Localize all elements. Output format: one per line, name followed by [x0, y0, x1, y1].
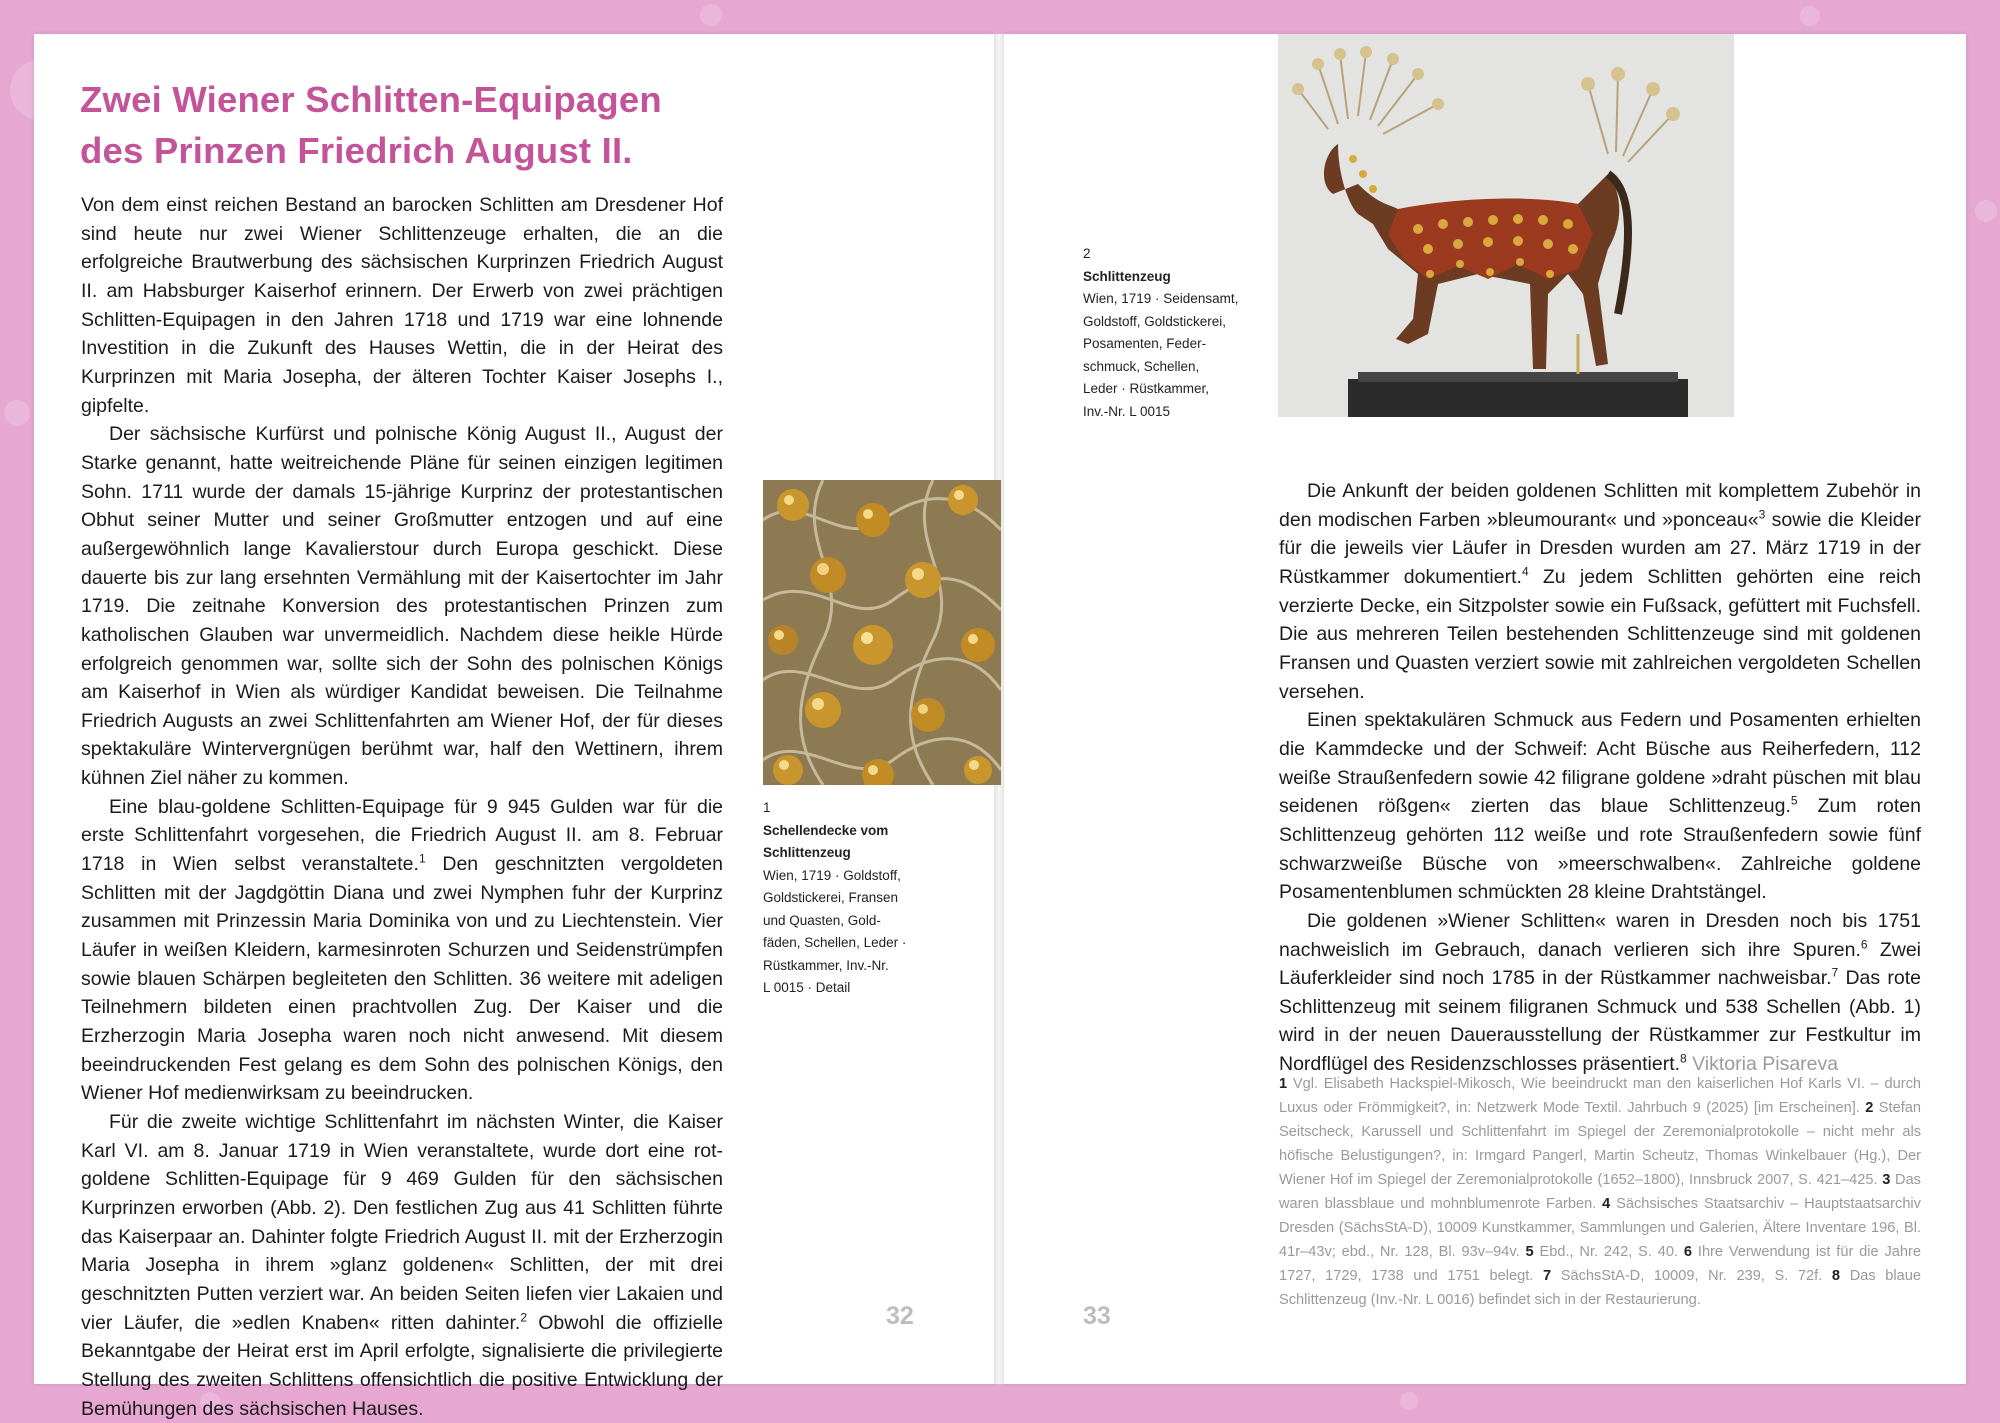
footnote-ref[interactable]: 3: [1758, 507, 1766, 522]
footnote-ref[interactable]: 2: [520, 1310, 528, 1325]
footnote-number: 1: [1279, 1076, 1288, 1092]
footnote-number: 4: [1602, 1196, 1611, 1212]
footnote-text: SächsStA-D, 10009, Nr. 239, S. 72f.: [1560, 1268, 1823, 1284]
footnote-text: Ihre Verwendung ist für die Jahre 1727, 1729, 1738 und 1751 belegt.: [1279, 1244, 1921, 1284]
footnote-number: 6: [1683, 1244, 1693, 1260]
caption-title: Schellendecke vom Schlittenzeug: [763, 822, 889, 860]
footnote-ref[interactable]: 7: [1831, 965, 1839, 980]
right-body-text: [1279, 477, 1921, 1079]
title-line-2: des Prinzen Friedrich August II.: [80, 130, 633, 171]
paragraph: Eine blau-goldene Schlitten-Equipage für 9 945 Gulden war für die erste Schlittenfahrt vorgesehen, die Friedrich August II. am 8. Februar 1718 in Wien selbst veranstaltete.$^1$ Den geschnitzten vergoldeten Schlitten mit der Jagdgöttin Diana und zwei Nymphen fuhr der Kurprinz zusammen mit Prinzessin Maria Dominika von und zu Liechtenstein. Vier Läufer in weißen Kleidern, karmesinroten Schurzen und Seidenstrümpfen sowie blauen Schärpen begleiteten den Schlitten. 36 weitere mit adeligen Teilnehmern bildeten einen prachtvollen Zug. Der Kaiser und die Erzherzogin Maria Josepha waren noch nicht anwesend. Mit diesem beeindruckenden Fest gelang es dem Sohn des polnischen Königs, den Wiener Hof medienwirksam zu beeindrucken.: [81, 795, 723, 1105]
footnote-text: Das waren blassblaue und mohnblumenrote Farben.: [1279, 1172, 1921, 1212]
footnote-text: Sächsisches Staatsarchiv – Hauptstaatsarchiv Dresden (SächsStA-D), 10009 Kunstkammer, Sammlungen und Galerien, Ältere Inventare 196, Bl. 41r–43v; ebd., Nr. 128, Bl. 93v–94v.: [1279, 1196, 1921, 1260]
figure-caption-1: [763, 797, 933, 1000]
page-number-right: 33: [1083, 1302, 1111, 1330]
footnote-ref[interactable]: 4: [1521, 564, 1529, 579]
left-body-text: [81, 191, 723, 1423]
bells-detail-image: [763, 480, 1001, 785]
page-number-left: 32: [886, 1302, 914, 1330]
footnote-number: 8: [1831, 1268, 1841, 1284]
footnote-number: 7: [1542, 1268, 1552, 1284]
paragraph: Die Ankunft der beiden goldenen Schlitten mit komplettem Zubehör in den modischen Farben »bleumourant« und »ponceau«$^3$ sowie die Kleider für die jeweils vier Läufer in Dresden wurden am 27. März 1719 in der Rüstkammer dokumentiert.$^4$ Zu jedem Schlitten gehörten eine reich verzierte Decke, ein Sitzpolster sowie ein Fußsack, gefüttert mit Fuchsfell. Die aus mehreren Teilen bestehenden Schlittenzeuge sind mit goldenen Fransen und Quasten verziert sowie mit zahlreichen vergoldeten Schellen versehen.: [1279, 480, 1922, 703]
paragraph: Für die zweite wichtige Schlittenfahrt im nächsten Winter, die Kaiser Karl VI. am 8. Januar 1719 in Wien veranstaltete, wurde dort eine rot-goldene Schlitten-Equipage für 9 469 Gulden für den sächsischen Kurprinzen erworben (Abb. 2). Den festlichen Zug aus 41 Schlitten führte das Kaiserpaar an. Dahinter folgte Friedrich August II. mit der Erzherzogin Maria Josepha in ihrem »glanz goldenen« Schlitten, der mit drei geschnitzten Putten verziert war. An beiden Seiten liefen vier Lakaien und vier Läufer, die »edlen Knaben« ritten dahinter.$^2$ Obwohl die offizielle Bekanntgabe der Heirat erst im April erfolgte, signalisierte die privilegierte Stellung des zweiten Schlittens offensichtlich die positive Entwicklung der Bemühungen des sächsischen Hauses.: [81, 1111, 723, 1420]
paragraph: Der sächsische Kurfürst und polnische König August II., August der Starke genannt, hatte weitreichende Pläne für seinen einzigen legitimen Sohn. 1711 wurde der damals 15-jährige Kurprinz der protestantischen Obhut seiner Mutter und seiner Großmutter entzogen und auf eine außergewöhnlich lange Kavalierstour durch Europa geschickt. Diese dauerte bis zur lang ersehnten Vermählung mit der Kaisertochter im Jahr 1719. Die zeitnahe Konversion des protestantischen Prinzen zum katholischen Glauben war unvermeidlich. Nachdem diese heikle Hürde erfolgreich genommen war, sollte sich der Sohn des polnischen Königs am Kaiserhof in Wien als würdiger Kandidat beweisen. Die Teilnahme Friedrich Augusts an zwei Schlittenfahrten am Wiener Hof, der für dieses spektakuläre Wintervergnügen berühmt war, half den Wettinern, ihrem kühnen Ziel näher zu kommen.: [81, 423, 723, 790]
footnote-number: 3: [1882, 1172, 1891, 1188]
horse-harness-image: [1278, 34, 1734, 417]
figure-caption-2: [1083, 243, 1253, 423]
footnote-text: Ebd., Nr. 242, S. 40.: [1539, 1244, 1679, 1260]
paragraph: Die goldenen »Wiener Schlitten« waren in Dresden noch bis 1751 nachweislich im Gebrauch, danach verlieren sich ihre Spuren.$^6$ Zwei Läuferkleider sind noch 1785 in der Rüstkammer nachweisbar.$^7$ Das rote Schlittenzeug mit seinem filigranen Schmuck und 538 Schellen (Abb. 1) wird in der neuen Dauerausstellung der Rüstkammer zur Festkultur im Nordflügel des Residenzschlosses präsentiert.$^8$ Viktoria Pisareva: [1279, 909, 1921, 1076]
caption-number: 2: [1083, 246, 1091, 261]
caption-text: Wien, 1719 · Goldstoff, Goldstickerei, Fransen und Quasten, Gold- fäden, Schellen, Leder · Rüstkammer, Inv.-Nr. L 0015 · Detail: [763, 867, 907, 995]
page-title: [80, 74, 780, 176]
paragraph: Von dem einst reichen Bestand an barocken Schlitten am Dresdener Hof sind heute nur zwei Wiener Schlittenzeuge erhalten, die an die erfolgreiche Brautwerbung des sächsischen Kurprinzen Friedrich August II. am Habsburger Kaiserhof erinnern. Der Erwerb von zwei prächtigen Schlitten-Equipagen in den Jahren 1718 und 1719 war eine lohnende Investition in die Zukunft des Hauses Wettin, die in der Heirat des Kurprinzen mit Maria Josepha, der älteren Tochter Kaiser Josephs I., gipfelte.: [81, 194, 723, 417]
footnote-number: 2: [1865, 1100, 1874, 1116]
footnote-ref[interactable]: 6: [1860, 937, 1868, 951]
footnote-text: Vgl. Elisabeth Hackspiel-Mikosch, Wie beeindruckt man den kaiserlichen Hof Karls VI. – durch Luxus oder Frömmigkeit?, in: Netzwerk Mode Textil. Jahrbuch 9 (2025) [im Erscheinen].: [1279, 1076, 1922, 1116]
footnotes: [1279, 1072, 1921, 1312]
caption-text: Wien, 1719 · Seidensamt, Goldstoff, Goldstickerei, Posamenten, Feder- schmuck, Schellen, Leder · Rüstkammer, Inv.-Nr. L 0015: [1083, 291, 1239, 419]
footnote-number: 5: [1525, 1244, 1534, 1260]
footnote-text: Stefan Seitscheck, Karussell und Schlittenfahrt im Spiegel der Zeremonialprotokolle – nicht mehr als höfische Belustigungen?, in: Irmgard Pangerl, Martin Scheutz, Thomas Winkelbauer (Hg.), Der Wiener Hof im Spiegel der Zeremonialprotokolle (1652–1800), Innsbruck 2007, S. 421–425.: [1279, 1100, 1921, 1188]
footnote-text: Das blaue Schlittenzeug (Inv.-Nr. L 0016) befindet sich in der Restaurierung.: [1279, 1268, 1921, 1308]
caption-number: 1: [763, 800, 771, 815]
paragraph: Einen spektakulären Schmuck aus Federn und Posamenten erhielten die Kammdecke und der Schweif: Acht Büsche aus Reiherfedern, 112 weiße Straußenfedern sowie 42 filigrane goldene »draht püschen mit blau seidenen rößgen« zierten das blaue Schlittenzeug.$^5$ Zum roten Schlittenzeug gehörten 112 weiße und rote Straußenfedern sowie fünf schwarzweiße Büsche von »meerschwalben«. Zahlreiche goldene Posamentenblumen schmückten 28 kleine Drahtstängel.: [1279, 709, 1921, 904]
title-line-1: Zwei Wiener Schlitten-Equipagen: [80, 79, 662, 120]
footnote-ref[interactable]: 1: [418, 851, 426, 866]
footnote-ref[interactable]: 8: [1680, 1051, 1687, 1066]
footnote-ref[interactable]: 5: [1790, 793, 1798, 808]
author-name: Viktoria Pisareva: [1692, 1053, 1839, 1076]
caption-title: Schlittenzeug: [1083, 268, 1171, 284]
